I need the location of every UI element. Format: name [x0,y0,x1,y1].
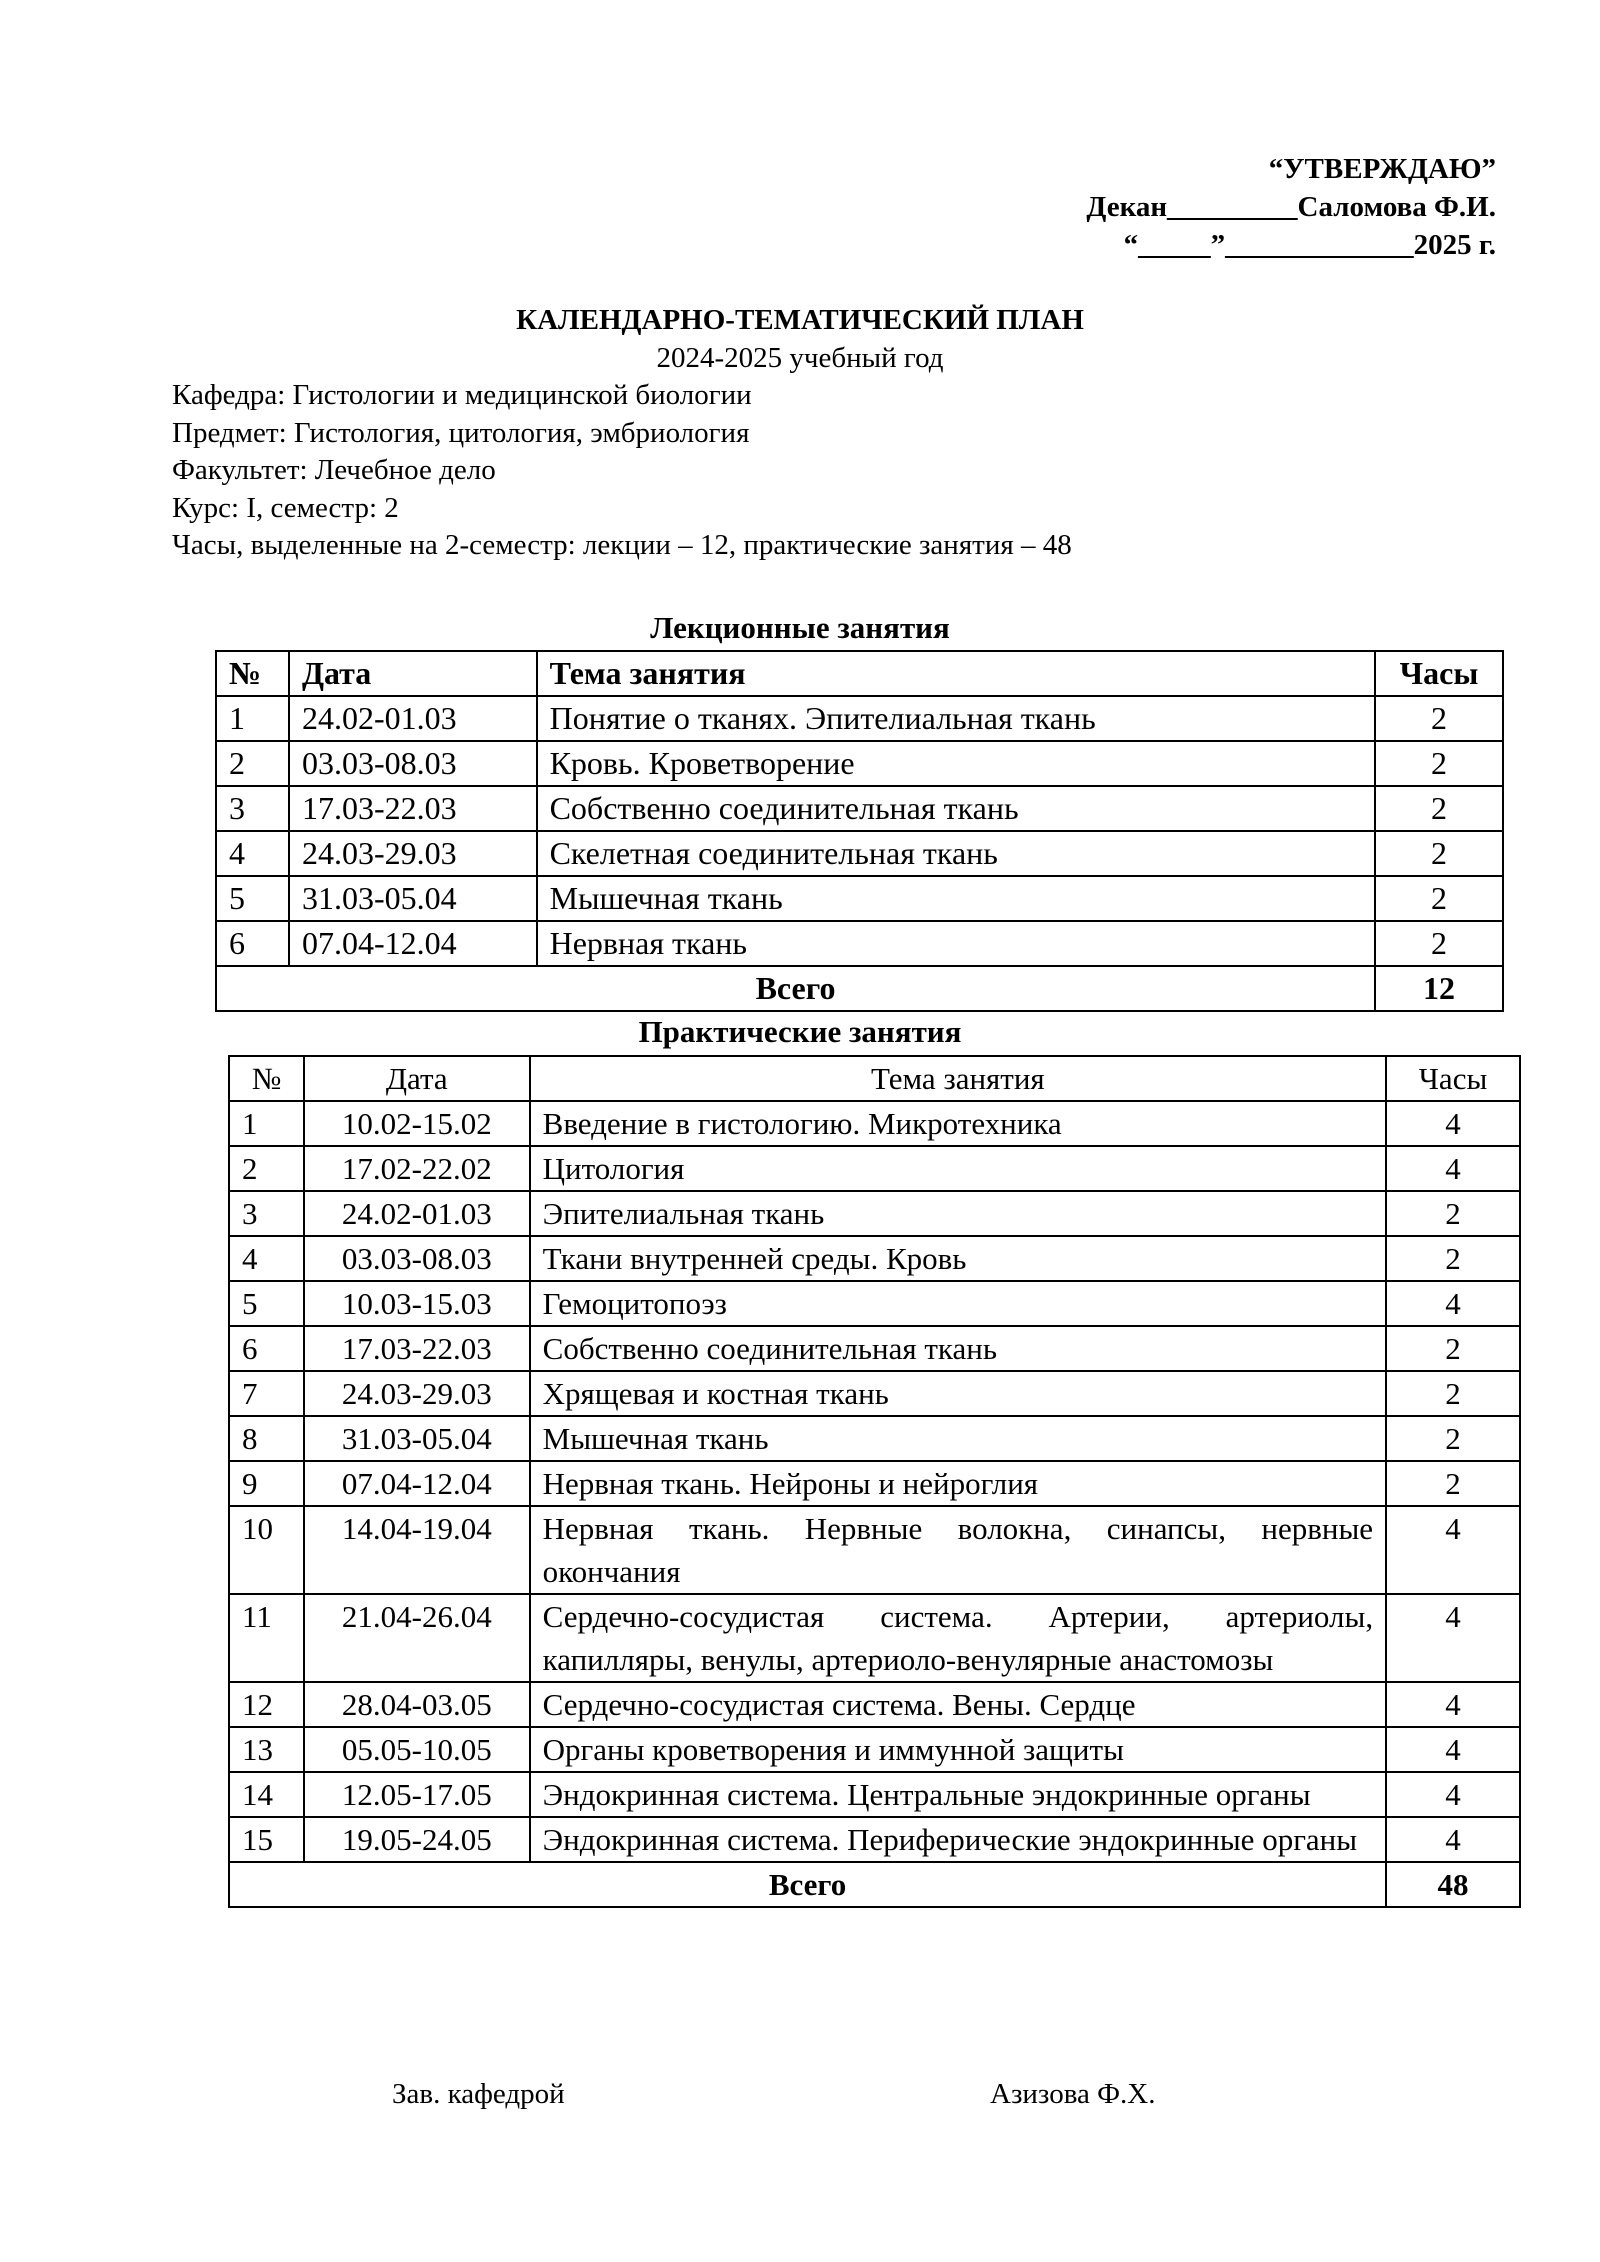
total-label: Всего [216,966,1375,1011]
column-header-date: Дата [304,1056,530,1101]
row-number: 3 [216,786,289,831]
lectures-heading: Лекционные занятия [650,610,950,645]
row-date: 07.04-12.04 [304,1461,530,1506]
course-info [172,377,1072,565]
total-value: 48 [1386,1862,1520,1907]
table-row [216,921,1503,966]
table-row [229,1101,1520,1146]
column-header-topic: Тема занятия [537,651,1375,696]
row-topic: Нервная ткань. Нервные волокна, синапсы, нервные окончания [530,1506,1386,1594]
row-hours: 2 [1386,1416,1520,1461]
row-topic: Мышечная ткань [530,1416,1386,1461]
row-date: 31.03-05.04 [304,1416,530,1461]
row-hours: 4 [1386,1506,1520,1594]
table-row [229,1236,1520,1281]
row-number: 6 [216,921,289,966]
row-number: 2 [216,741,289,786]
row-hours: 4 [1386,1727,1520,1772]
total-value: 12 [1375,966,1503,1011]
table-row [229,1281,1520,1326]
row-topic: Понятие о тканях. Эпителиальная ткань [537,696,1375,741]
row-hours: 4 [1386,1817,1520,1862]
row-topic: Мышечная ткань [537,876,1375,921]
row-date: 07.04-12.04 [289,921,537,966]
total-row [229,1862,1520,1907]
row-topic: Эндокринная система. Центральные эндокринные органы [530,1772,1386,1817]
row-number: 11 [229,1594,304,1682]
row-hours: 2 [1386,1371,1520,1416]
row-date: 17.03-22.03 [289,786,537,831]
column-header-topic: Тема занятия [530,1056,1386,1101]
signature-role: Зав. кафедрой [392,2078,565,2110]
row-number: 6 [229,1326,304,1371]
row-topic: Ткани внутренней среды. Кровь [530,1236,1386,1281]
row-topic: Сердечно-сосудистая система. Артерии, артериолы, капилляры, венулы, артериоло-венулярные анастомозы [530,1594,1386,1682]
row-hours: 4 [1386,1772,1520,1817]
row-number: 5 [229,1281,304,1326]
table-header-row [229,1056,1520,1101]
table-header-row [216,651,1503,696]
row-topic: Нервная ткань [537,921,1375,966]
row-number: 8 [229,1416,304,1461]
row-topic: Гемоцитопоэз [530,1281,1386,1326]
table-row [229,1461,1520,1506]
table-row [229,1146,1520,1191]
row-date: 24.03-29.03 [289,831,537,876]
table-row [229,1682,1520,1727]
row-date: 17.03-22.03 [304,1326,530,1371]
row-date: 24.02-01.03 [304,1191,530,1236]
row-date: 24.03-29.03 [304,1371,530,1416]
row-number: 5 [216,876,289,921]
row-date: 21.04-26.04 [304,1594,530,1682]
row-hours: 2 [1375,786,1503,831]
row-number: 4 [229,1236,304,1281]
practicals-heading: Практические занятия [638,1014,962,1049]
row-hours: 2 [1386,1191,1520,1236]
lectures-body [216,696,1503,966]
row-hours: 4 [1386,1594,1520,1682]
meta-subject: Предмет: Гистология, цитология, эмбриология [172,416,750,449]
table-row [229,1326,1520,1371]
row-number: 1 [229,1101,304,1146]
row-topic: Собственно соединительная ткань [530,1326,1386,1371]
column-header-number: № [229,1056,304,1101]
row-topic: Эпителиальная ткань [530,1191,1386,1236]
row-hours: 2 [1375,876,1503,921]
row-date: 12.05-17.05 [304,1772,530,1817]
practicals-table [228,1055,1521,1908]
row-number: 15 [229,1817,304,1862]
document-subtitle: 2024-2025 учебный год [656,342,944,374]
row-topic: Нервная ткань. Нейроны и нейроглия [530,1461,1386,1506]
column-header-hours: Часы [1375,651,1503,696]
table-row [216,831,1503,876]
table-row [229,1594,1520,1682]
row-number: 13 [229,1727,304,1772]
approval-line-2: Декан_________Саломова Ф.И. [1086,191,1496,223]
row-topic: Цитология [530,1146,1386,1191]
table-row [216,876,1503,921]
row-hours: 2 [1375,921,1503,966]
row-number: 2 [229,1146,304,1191]
total-row [216,966,1503,1011]
row-date: 14.04-19.04 [304,1506,530,1594]
row-number: 4 [216,831,289,876]
table-row [216,786,1503,831]
table-row [229,1772,1520,1817]
row-topic: Органы кроветворения и иммунной защиты [530,1727,1386,1772]
row-topic: Скелетная соединительная ткань [537,831,1375,876]
row-date: 10.02-15.02 [304,1101,530,1146]
document-title: КАЛЕНДАРНО-ТЕМАТИЧЕСКИЙ ПЛАН [516,304,1084,336]
row-date: 19.05-24.05 [304,1817,530,1862]
row-hours: 2 [1375,741,1503,786]
row-number: 9 [229,1461,304,1506]
approval-line-1: “УТВЕРЖДАЮ” [1268,153,1496,185]
row-date: 17.02-22.02 [304,1146,530,1191]
row-number: 14 [229,1772,304,1817]
row-date: 05.05-10.05 [304,1727,530,1772]
row-hours: 4 [1386,1146,1520,1191]
row-hours: 2 [1386,1326,1520,1371]
row-hours: 4 [1386,1101,1520,1146]
approval-block [1086,150,1496,264]
row-hours: 4 [1386,1682,1520,1727]
total-label: Всего [229,1862,1386,1907]
table-row [229,1191,1520,1236]
row-number: 1 [216,696,289,741]
row-hours: 2 [1375,831,1503,876]
meta-faculty: Факультет: Лечебное дело [172,454,496,486]
table-row [229,1416,1520,1461]
column-header-number: № [216,651,289,696]
table-row [229,1817,1520,1862]
table-row [229,1506,1520,1594]
row-topic: Сердечно-сосудистая система. Вены. Сердце [530,1682,1386,1727]
meta-hours: Часы, выделенные на 2-семестр: лекции – 12, практические занятия – 48 [172,529,1072,561]
approval-line-3: “_____”_____________2025 г. [1123,229,1496,261]
table-row [229,1727,1520,1772]
row-date: 28.04-03.05 [304,1682,530,1727]
table-row [216,741,1503,786]
row-date: 10.03-15.03 [304,1281,530,1326]
row-number: 10 [229,1506,304,1594]
lectures-table [215,650,1504,1012]
row-topic: Эндокринная система. Периферические эндокринные органы [530,1817,1386,1862]
row-date: 24.02-01.03 [289,696,537,741]
row-topic: Собственно соединительная ткань [537,786,1375,831]
row-topic: Введение в гистологию. Микротехника [530,1101,1386,1146]
row-topic: Хрящевая и костная ткань [530,1371,1386,1416]
row-hours: 4 [1386,1281,1520,1326]
meta-course: Курс: I, семестр: 2 [172,491,399,524]
table-row [229,1371,1520,1416]
signature-name: Азизова Ф.Х. [990,2078,1156,2110]
row-hours: 2 [1375,696,1503,741]
row-hours: 2 [1386,1236,1520,1281]
row-date: 03.03-08.03 [304,1236,530,1281]
row-number: 7 [229,1371,304,1416]
column-header-hours: Часы [1386,1056,1520,1101]
meta-department: Кафедра: Гистологии и медицинской биологии [172,379,752,411]
row-number: 12 [229,1682,304,1727]
row-topic: Кровь. Кроветворение [537,741,1375,786]
practicals-body [229,1101,1520,1862]
row-hours: 2 [1386,1461,1520,1506]
column-header-date: Дата [289,651,537,696]
row-date: 31.03-05.04 [289,876,537,921]
table-row [216,696,1503,741]
row-date: 03.03-08.03 [289,741,537,786]
row-number: 3 [229,1191,304,1236]
